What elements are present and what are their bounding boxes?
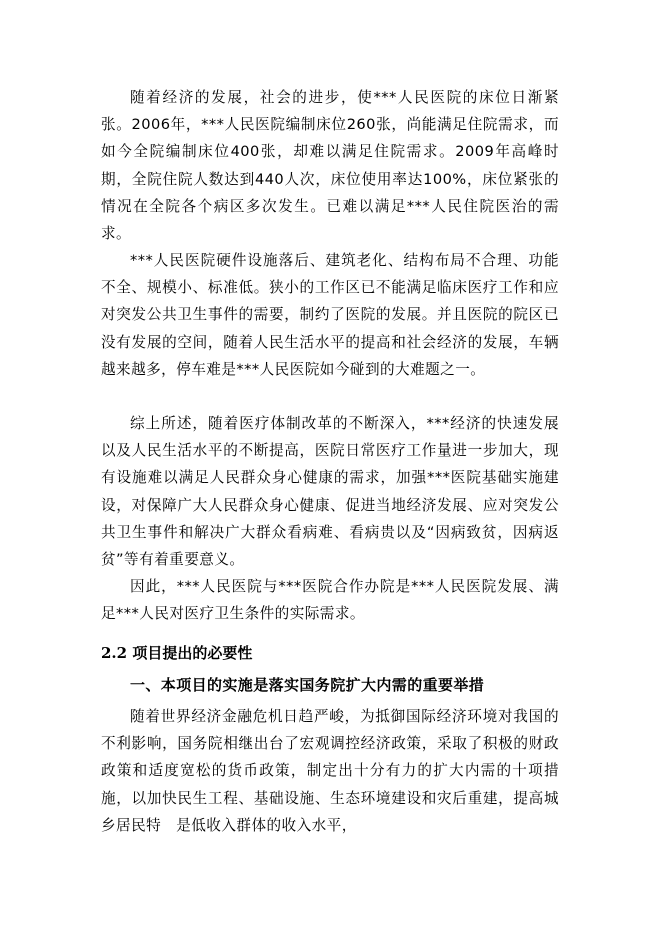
paragraph-body: 紧张。2006年，***人民医院编制床位260张，尚能满足住院需求，而如今全院编制床位400张，却难以满足住院需求。2009年高峰时期，全院住院人数达到440人次，床位使用率达100%，床位紧张的情况在全院各个病区多次发生。已难以满足***人民住院医治的需求。 xyxy=(101,89,559,243)
paragraph-conclusion xyxy=(101,573,559,627)
paragraph-first-line: 因此，***人民医院与***医院合作办院是***人民医院发展、 xyxy=(130,578,544,595)
section-heading: 2.2 项目提出的必要性 xyxy=(101,644,253,662)
paragraph-first-line: 综上所述，随着医疗体制改革的不断深入，***经济的快速 xyxy=(130,415,529,432)
paragraph-domestic-demand xyxy=(101,703,559,839)
paragraph-body: 功能不全、规模小、标准低。狭小的工作区已不能满足临床医疗工作和应对突发公共卫生事件的需要，制约了医院的发展。并且医院的院区已没有发展的空间，随着人民生活水平的提高和社会经济的发展，车辆越来越多，停车难是***人民医院如今碰到的大难题之一。 xyxy=(101,252,559,378)
paragraph-body: 满足***人民对医疗卫生条件的实际需求。 xyxy=(101,578,559,623)
paragraph-summary xyxy=(101,410,559,573)
sub-heading: 一、本项目的实施是落实国务院扩大内需的重要举措 xyxy=(130,676,485,694)
paragraph-hospital-beds xyxy=(101,84,559,247)
paragraph-first-line: ***人民医院硬件设施落后、建筑老化、结构布局不合理、 xyxy=(130,252,529,269)
paragraph-first-line: 随着经济的发展，社会的进步，使***人民医院的床位日渐 xyxy=(130,89,544,106)
paragraph-body: 发展以及人民生活水平的不断提高，医院日常医疗工作量进一步加大，现有设施难以满足人民群众身心健康的需求，加强***医院基础实施建设，对保障广大人民群众身心健康、促进当地经济发展、应对突发公共卫生事件和解决广大群众看病难、看病贵以及“因病致贫，因病返贫”等有着重要意义。 xyxy=(101,415,559,569)
paragraph-body: 我国的不利影响，国务院相继出台了宏观调控经济政策，采取了积极的财政政策和适度宽松的货币政策，制定出十分有力的扩大内需的十项措施，以加快民生工程、基础设施、生态环境建设和灾后重建，提高城乡居民特 是低收入群体的收入水平， xyxy=(101,708,559,834)
paragraph-first-line: 随着世界经济金融危机日趋严峻，为抵御国际经济环境对 xyxy=(130,708,514,725)
paragraph-hospital-facilities xyxy=(101,247,559,383)
